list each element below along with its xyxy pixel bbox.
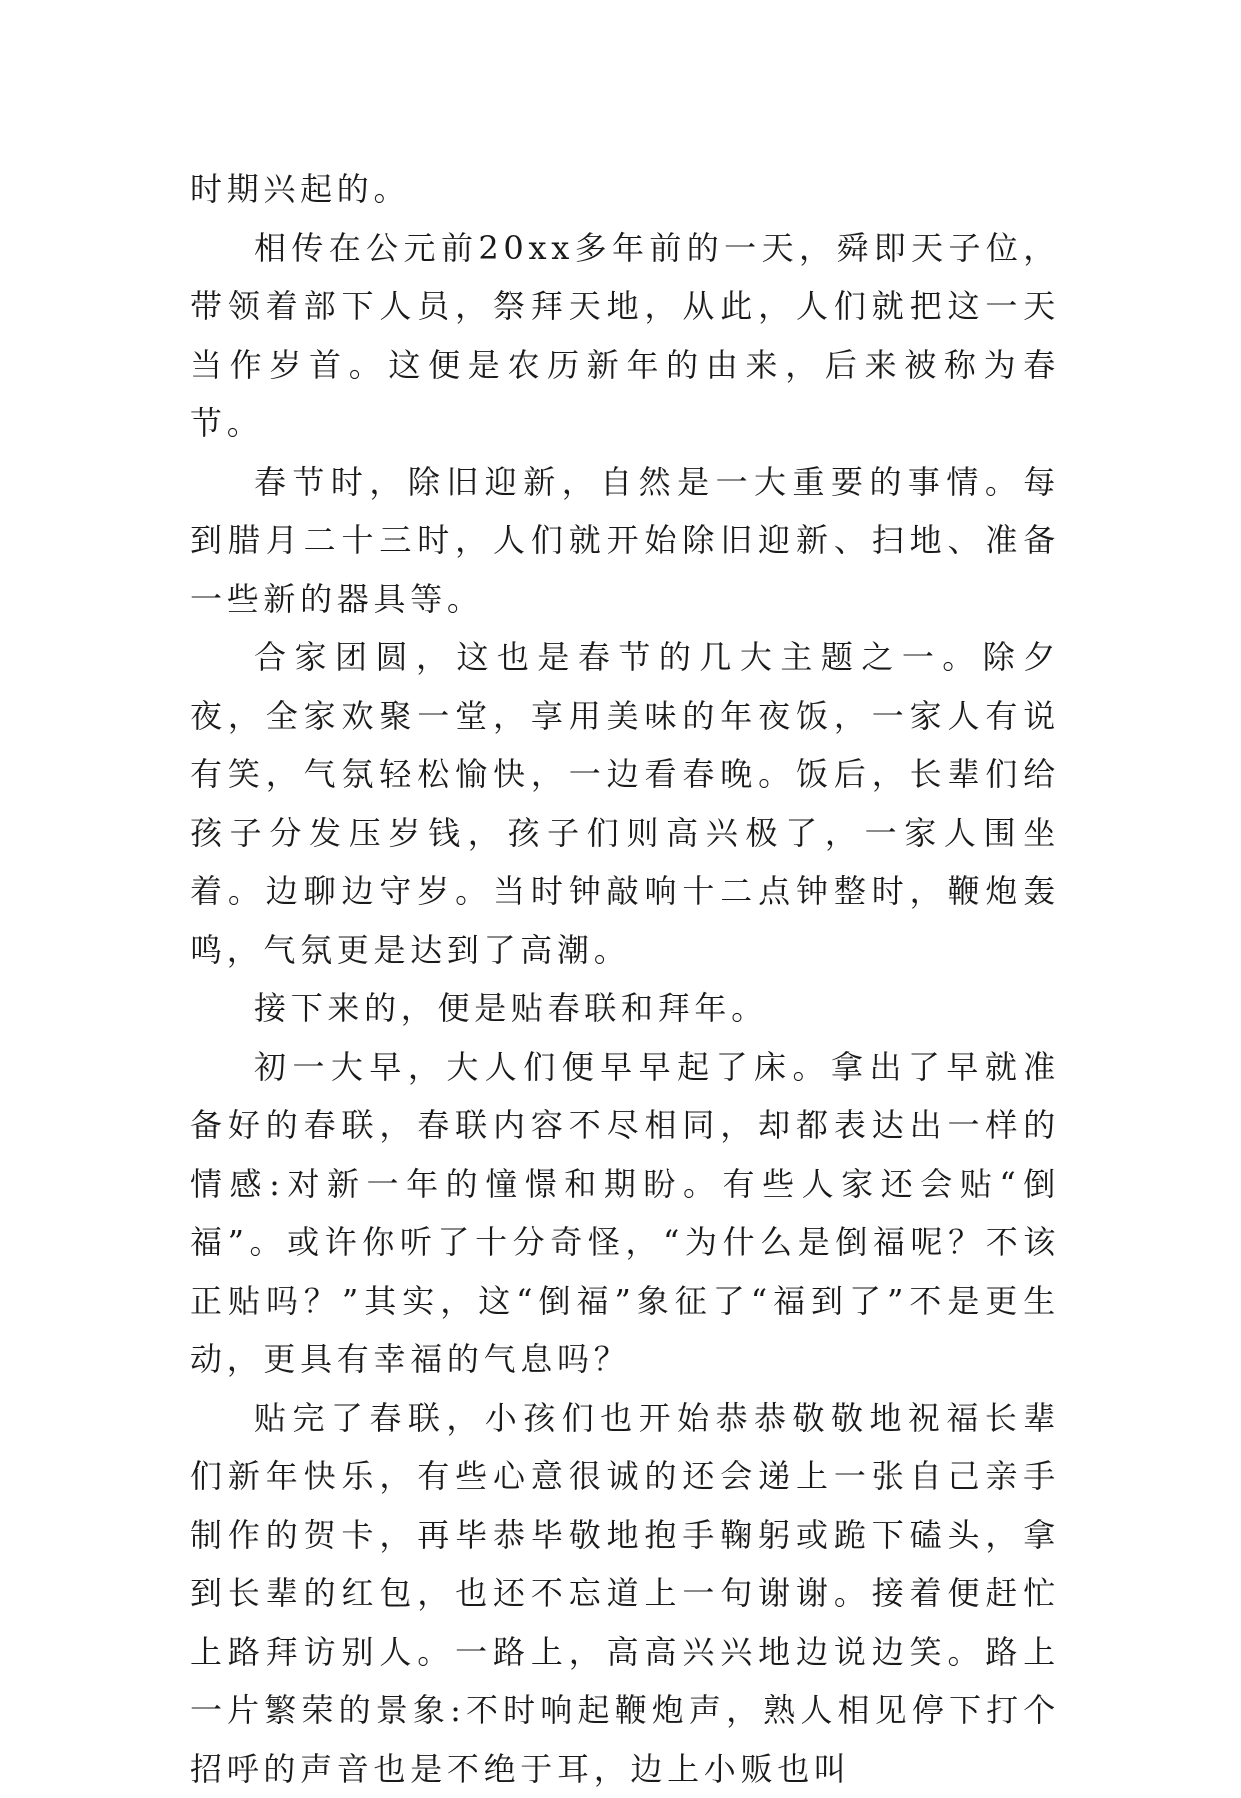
paragraph-new-year-greetings: 贴完了春联，小孩们也开始恭恭敬敬地祝福长辈们新年快乐，有些心意很诚的还会递上一张自己亲手制作的贺卡，再毕恭毕敬地抱手鞠躬或跪下磕头，拿到长辈的红包，也还不忘道上一句谢谢。接着便赶忙上路拜访别人。一路上，高高兴兴地边说边笑。路上一片繁荣的景象:不时响起鞭炮声，熟人相见停下打个招呼的声音也是不绝于耳，边上小贩也叫 [190, 1389, 1060, 1798]
paragraph-origin: 相传在公元前20xx多年前的一天，舜即天子位，带领着部下人员，祭拜天地，从此，人们就把这一天当作岁首。这便是农历新年的由来，后来被称为春节。 [190, 219, 1060, 453]
paragraph-couplets-intro: 接下来的，便是贴春联和拜年。 [190, 979, 1060, 1038]
paragraph-continuation: 时期兴起的。 [190, 160, 1060, 219]
paragraph-couplets: 初一大早，大人们便早早起了床。拿出了早就准备好的春联，春联内容不尽相同，却都表达出一样的情感:对新一年的憧憬和期盼。有些人家还会贴“倒福”。或许你听了十分奇怪，“为什么是倒福呢？不该正贴吗？”其实，这“倒福”象征了“福到了”不是更生动，更具有幸福的气息吗？ [190, 1038, 1060, 1389]
paragraph-reunion: 合家团圆，这也是春节的几大主题之一。除夕夜，全家欢聚一堂，享用美味的年夜饭，一家人有说有笑，气氛轻松愉快，一边看春晚。饭后，长辈们给孩子分发压岁钱，孩子们则高兴极了，一家人围坐着。边聊边守岁。当时钟敲响十二点钟整时，鞭炮轰鸣，气氛更是达到了高潮。 [190, 628, 1060, 979]
paragraph-cleaning: 春节时，除旧迎新，自然是一大重要的事情。每到腊月二十三时，人们就开始除旧迎新、扫地、准备一些新的器具等。 [190, 453, 1060, 629]
document-body [190, 160, 1060, 1798]
